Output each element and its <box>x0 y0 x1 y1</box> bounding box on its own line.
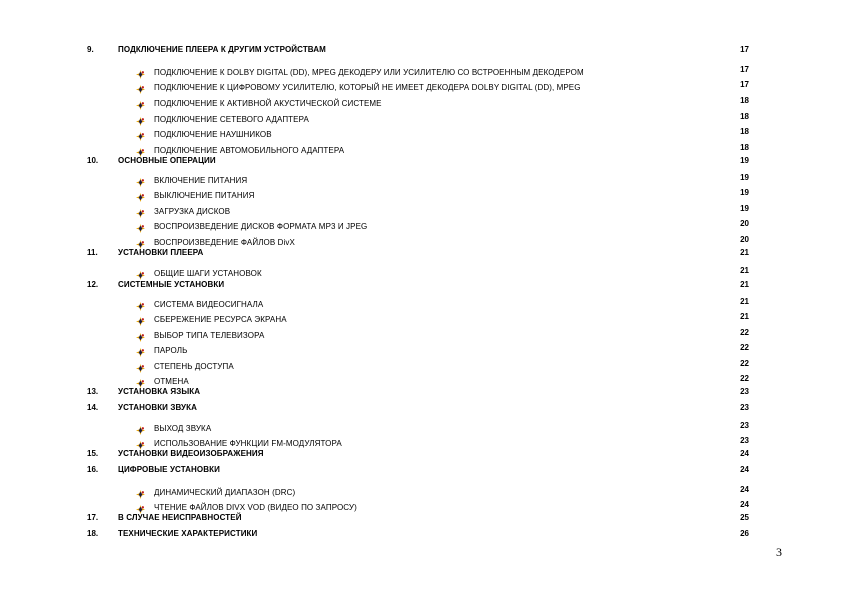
section-page: 17 <box>740 45 749 54</box>
arrow-bullet-icon <box>136 97 145 106</box>
subitem-page: 19 <box>740 173 749 182</box>
subitem-title[interactable]: СИСТЕМА ВИДЕОСИГНАЛА <box>154 300 264 309</box>
subitem-title[interactable]: ПОДКЛЮЧЕНИЕ К ЦИФРОВОМУ УСИЛИТЕЛЮ, КОТОРЫЙ НЕ ИМЕЕТ ДЕКОДЕРА DOLBY DIGITAL (DD), MPEG <box>154 83 581 92</box>
toc-section <box>0 465 842 479</box>
toc-section <box>0 45 842 59</box>
subitem-title[interactable]: ВЫХОД ЗВУКА <box>154 424 212 433</box>
toc-subitem <box>0 312 842 326</box>
section-page: 21 <box>740 248 749 257</box>
subitem-title[interactable]: ВЫБОР ТИПА ТЕЛЕВИЗОРА <box>154 331 265 340</box>
subitem-page: 24 <box>740 500 749 509</box>
arrow-bullet-icon <box>136 81 145 90</box>
toc-subitem <box>0 188 842 202</box>
subitem-page: 22 <box>740 359 749 368</box>
section-title[interactable]: В СЛУЧАЕ НЕИСПРАВНОСТЕЙ <box>118 513 242 522</box>
toc-subitem <box>0 204 842 218</box>
arrow-bullet-icon <box>136 486 145 495</box>
subitem-title[interactable]: ПОДКЛЮЧЕНИЕ К DOLBY DIGITAL (DD), MPEG ДЕКОДЕРУ ИЛИ УСИЛИТЕЛЮ СО ВСТРОЕННЫМ ДЕКОДЕРОМ <box>154 68 584 77</box>
arrow-bullet-icon <box>136 437 145 446</box>
toc-subitem <box>0 80 842 94</box>
arrow-bullet-icon <box>136 128 145 137</box>
subitem-title[interactable]: ВОСПРОИЗВЕДЕНИЕ ФАЙЛОВ DivX <box>154 238 295 247</box>
section-number: 13. <box>87 387 99 396</box>
subitem-title[interactable]: ОБЩИЕ ШАГИ УСТАНОВОК <box>154 269 262 278</box>
arrow-bullet-icon <box>136 236 145 245</box>
section-number: 15. <box>87 449 99 458</box>
section-number: 12. <box>87 280 99 289</box>
arrow-bullet-icon <box>136 267 145 276</box>
subitem-page: 22 <box>740 343 749 352</box>
subitem-title[interactable]: ВОСПРОИЗВЕДЕНИЕ ДИСКОВ ФОРМАТА MP3 И JPEG <box>154 222 368 231</box>
arrow-bullet-icon <box>136 344 145 353</box>
subitem-title[interactable]: ПОДКЛЮЧЕНИЕ АВТОМОБИЛЬНОГО АДАПТЕРА <box>154 146 345 155</box>
section-page: 23 <box>740 387 749 396</box>
toc-section <box>0 449 842 463</box>
section-number: 18. <box>87 529 99 538</box>
toc-subitem <box>0 297 842 311</box>
section-number: 9. <box>87 45 94 54</box>
subitem-title[interactable]: ОТМЕНА <box>154 377 189 386</box>
section-page: 21 <box>740 280 749 289</box>
section-number: 16. <box>87 465 99 474</box>
toc-subitem <box>0 96 842 110</box>
toc-subitem <box>0 112 842 126</box>
subitem-title[interactable]: ПОДКЛЮЧЕНИЕ НАУШНИКОВ <box>154 130 272 139</box>
section-title[interactable]: УСТАНОВКА ЯЗЫКА <box>118 387 201 396</box>
toc-subitem <box>0 500 842 514</box>
subitem-title[interactable]: ПОДКЛЮЧЕНИЕ К АКТИВНОЙ АКУСТИЧЕСКОЙ СИСТЕМЕ <box>154 99 382 108</box>
subitem-page: 19 <box>740 204 749 213</box>
subitem-page: 22 <box>740 328 749 337</box>
toc-subitem <box>0 65 842 79</box>
arrow-bullet-icon <box>136 205 145 214</box>
section-number: 10. <box>87 156 99 165</box>
arrow-bullet-icon <box>136 313 145 322</box>
section-number: 11. <box>87 248 98 257</box>
subitem-page: 21 <box>740 266 749 275</box>
subitem-title[interactable]: ВЫКЛЮЧЕНИЕ ПИТАНИЯ <box>154 191 255 200</box>
toc-subitem <box>0 266 842 280</box>
section-page: 19 <box>740 156 749 165</box>
toc-subitem <box>0 235 842 249</box>
section-title[interactable]: УСТАНОВКИ ЗВУКА <box>118 403 197 412</box>
section-title[interactable]: СИСТЕМНЫЕ УСТАНОВКИ <box>118 280 225 289</box>
subitem-page: 19 <box>740 188 749 197</box>
toc-subitem <box>0 359 842 373</box>
subitem-title[interactable]: СТЕПЕНЬ ДОСТУПА <box>154 362 234 371</box>
arrow-bullet-icon <box>136 501 145 510</box>
subitem-page: 21 <box>740 312 749 321</box>
toc-subitem <box>0 436 842 450</box>
toc-section <box>0 403 842 417</box>
toc-subitem <box>0 173 842 187</box>
section-page: 25 <box>740 513 749 522</box>
subitem-page: 17 <box>740 80 749 89</box>
subitem-page: 23 <box>740 436 749 445</box>
toc-subitem <box>0 374 842 388</box>
arrow-bullet-icon <box>136 375 145 384</box>
arrow-bullet-icon <box>136 422 145 431</box>
subitem-page: 18 <box>740 127 749 136</box>
toc-subitem <box>0 421 842 435</box>
section-number: 17. <box>87 513 99 522</box>
section-title[interactable]: ПОДКЛЮЧЕНИЕ ПЛЕЕРА К ДРУГИМ УСТРОЙСТВАМ <box>118 45 326 54</box>
subitem-title[interactable]: ИСПОЛЬЗОВАНИЕ ФУНКЦИИ FM-МОДУЛЯТОРА <box>154 439 342 448</box>
subitem-title[interactable]: ЗАГРУЗКА ДИСКОВ <box>154 207 231 216</box>
toc-section <box>0 156 842 170</box>
section-page: 24 <box>740 465 749 474</box>
arrow-bullet-icon <box>136 360 145 369</box>
arrow-bullet-icon <box>136 113 145 122</box>
arrow-bullet-icon <box>136 220 145 229</box>
subitem-page: 18 <box>740 112 749 121</box>
subitem-page: 22 <box>740 374 749 383</box>
arrow-bullet-icon <box>136 174 145 183</box>
subitem-page: 18 <box>740 96 749 105</box>
subitem-page: 21 <box>740 297 749 306</box>
arrow-bullet-icon <box>136 144 145 153</box>
subitem-page: 18 <box>740 143 749 152</box>
subitem-title[interactable]: ПАРОЛЬ <box>154 346 188 355</box>
section-number: 14. <box>87 403 99 412</box>
subitem-page: 24 <box>740 485 749 494</box>
subitem-title[interactable]: ДИНАМИЧЕСКИЙ ДИАПАЗОН (DRC) <box>154 488 296 497</box>
toc-section <box>0 248 842 262</box>
toc-section <box>0 513 842 527</box>
section-title[interactable]: УСТАНОВКИ ПЛЕЕРА <box>118 248 204 257</box>
section-page: 23 <box>740 403 749 412</box>
toc-section <box>0 280 842 294</box>
toc-subitem <box>0 343 842 357</box>
subitem-title[interactable]: ЧТЕНИЕ ФАЙЛОВ DIVX VOD (ВИДЕО ПО ЗАПРОСУ) <box>154 503 357 512</box>
toc-section <box>0 529 842 543</box>
subitem-page: 23 <box>740 421 749 430</box>
subitem-page: 20 <box>740 235 749 244</box>
subitem-title[interactable]: СБЕРЕЖЕНИЕ РЕСУРСА ЭКРАНА <box>154 315 287 324</box>
toc-subitem <box>0 485 842 499</box>
arrow-bullet-icon <box>136 329 145 338</box>
subitem-page: 17 <box>740 65 749 74</box>
arrow-bullet-icon <box>136 298 145 307</box>
toc-subitem <box>0 219 842 233</box>
toc-subitem <box>0 143 842 157</box>
toc-subitem <box>0 127 842 141</box>
section-title[interactable]: ОСНОВНЫЕ ОПЕРАЦИИ <box>118 156 216 165</box>
subitem-page: 20 <box>740 219 749 228</box>
section-page: 26 <box>740 529 749 538</box>
subitem-title[interactable]: ВКЛЮЧЕНИЕ ПИТАНИЯ <box>154 176 248 185</box>
toc-subitem <box>0 328 842 342</box>
arrow-bullet-icon <box>136 66 145 75</box>
subitem-title[interactable]: ПОДКЛЮЧЕНИЕ СЕТЕВОГО АДАПТЕРА <box>154 115 309 124</box>
section-title[interactable]: УСТАНОВКИ ВИДЕОИЗОБРАЖЕНИЯ <box>118 449 264 458</box>
page-number: 3 <box>776 545 782 559</box>
section-title[interactable]: ЦИФРОВЫЕ УСТАНОВКИ <box>118 465 220 474</box>
toc-section <box>0 387 842 401</box>
arrow-bullet-icon <box>136 189 145 198</box>
section-title[interactable]: ТЕХНИЧЕСКИЕ ХАРАКТЕРИСТИКИ <box>118 529 258 538</box>
section-page: 24 <box>740 449 749 458</box>
